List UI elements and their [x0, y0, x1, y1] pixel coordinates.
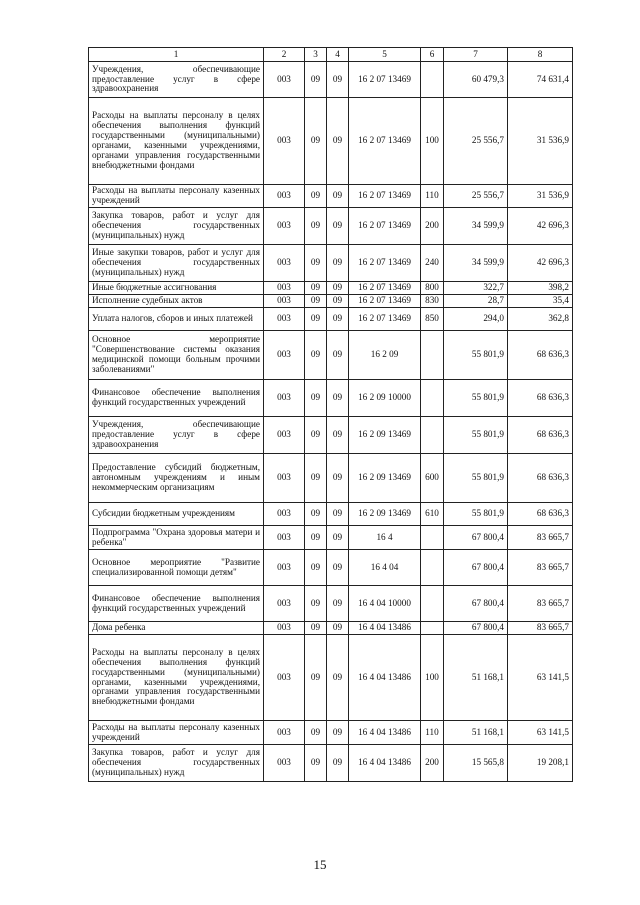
row-code-6: [421, 622, 444, 635]
row-code-6: 100: [421, 98, 444, 185]
row-value-7: 55 801,9: [444, 380, 508, 417]
row-code-3: 09: [305, 526, 327, 550]
row-code-4: 09: [327, 526, 349, 550]
row-value-8: 68 636,3: [508, 417, 573, 454]
row-code-4: 09: [327, 245, 349, 282]
row-value-8: 83 665,7: [508, 550, 573, 586]
header-cell: 1: [89, 48, 264, 62]
row-code-2: 003: [264, 622, 305, 635]
row-value-7: 25 556,7: [444, 185, 508, 208]
row-code-3: 09: [305, 62, 327, 98]
table-row: [89, 635, 573, 721]
row-code-4: 09: [327, 380, 349, 417]
row-code-5: 16 4 04 10000: [349, 586, 421, 622]
row-value-8: 35,4: [508, 295, 573, 308]
row-code-6: 830: [421, 295, 444, 308]
row-code-2: 003: [264, 586, 305, 622]
row-code-5: 16 2 07 13469: [349, 62, 421, 98]
row-value-7: 60 479,3: [444, 62, 508, 98]
page-number: 15: [313, 857, 327, 872]
table-row: [89, 380, 573, 417]
row-code-5: 16 2 07 13469: [349, 282, 421, 295]
table-row: [89, 526, 573, 550]
row-value-7: 322,7: [444, 282, 508, 295]
row-code-4: 09: [327, 98, 349, 185]
row-code-6: 240: [421, 245, 444, 282]
row-code-2: 003: [264, 308, 305, 331]
row-code-4: 09: [327, 503, 349, 526]
row-code-2: 003: [264, 98, 305, 185]
row-name: Расходы на выплаты персоналу в целях обеспечения выполнения функций государственными (муниципальными) органами, казенными учреждениями, органами управления государственными внебюджетными фондами: [89, 635, 264, 721]
header-cell: 3: [305, 48, 327, 62]
row-code-4: 09: [327, 417, 349, 454]
table-row: [89, 282, 573, 295]
row-value-7: 15 565,8: [444, 745, 508, 782]
row-code-2: 003: [264, 282, 305, 295]
row-name: Финансовое обеспечение выполнения функций государственных учреждений: [89, 380, 264, 417]
row-name: Учреждения, обеспечивающие предоставление услуг в сфере здравоохранения: [89, 62, 264, 98]
row-code-5: 16 2 07 13469: [349, 295, 421, 308]
row-code-3: 09: [305, 586, 327, 622]
row-code-6: 110: [421, 185, 444, 208]
table-row: [89, 745, 573, 782]
row-code-4: 09: [327, 454, 349, 503]
row-name: Исполнение судебных актов: [89, 295, 264, 308]
row-code-4: 09: [327, 586, 349, 622]
row-code-4: 09: [327, 745, 349, 782]
row-value-7: 34 599,9: [444, 245, 508, 282]
row-name: Финансовое обеспечение выполнения функций государственных учреждений: [89, 586, 264, 622]
row-code-2: 003: [264, 380, 305, 417]
row-code-4: 09: [327, 721, 349, 745]
row-code-2: 003: [264, 185, 305, 208]
row-name: Учреждения, обеспечивающие предоставление услуг в сфере здравоохранения: [89, 417, 264, 454]
row-code-6: 110: [421, 721, 444, 745]
table-row: [89, 208, 573, 245]
row-code-5: 16 2 07 13469: [349, 208, 421, 245]
table-row: [89, 721, 573, 745]
row-code-5: 16 2 09 10000: [349, 380, 421, 417]
row-code-5: 16 4 04: [349, 550, 421, 586]
row-code-3: 09: [305, 550, 327, 586]
row-code-5: 16 4 04 13486: [349, 622, 421, 635]
row-code-6: 200: [421, 208, 444, 245]
table-row: [89, 454, 573, 503]
row-code-4: 09: [327, 295, 349, 308]
row-name: Закупка товаров, работ и услуг для обеспечения государственных (муниципальных) нужд: [89, 745, 264, 782]
table-row: [89, 295, 573, 308]
row-name: Иные закупки товаров, работ и услуг для обеспечения государственных (муниципальных) нужд: [89, 245, 264, 282]
row-code-5: 16 4 04 13486: [349, 745, 421, 782]
row-code-2: 003: [264, 721, 305, 745]
row-value-8: 31 536,9: [508, 98, 573, 185]
row-code-6: [421, 62, 444, 98]
row-value-8: 68 636,3: [508, 454, 573, 503]
row-value-8: 63 141,5: [508, 721, 573, 745]
row-name: Субсидии бюджетным учреждениям: [89, 503, 264, 526]
row-name: Расходы на выплаты персоналу в целях обеспечения выполнения функций государственными (муниципальными) органами, казенными учреждениями, органами управления государственными внебюджетными фондами: [89, 98, 264, 185]
row-code-3: 09: [305, 98, 327, 185]
row-code-5: 16 2 07 13469: [349, 245, 421, 282]
header-row: [89, 48, 573, 62]
row-code-5: 16 2 07 13469: [349, 98, 421, 185]
row-code-4: 09: [327, 550, 349, 586]
row-code-3: 09: [305, 295, 327, 308]
row-name: Закупка товаров, работ и услуг для обеспечения государственных (муниципальных) нужд: [89, 208, 264, 245]
row-value-7: 67 800,4: [444, 622, 508, 635]
header-cell: 5: [349, 48, 421, 62]
table-row: [89, 62, 573, 98]
row-value-8: 68 636,3: [508, 503, 573, 526]
row-value-7: 67 800,4: [444, 526, 508, 550]
row-name: Расходы на выплаты персоналу казенных учреждений: [89, 721, 264, 745]
row-code-2: 003: [264, 526, 305, 550]
row-code-5: 16 2 09 13469: [349, 503, 421, 526]
row-code-6: 600: [421, 454, 444, 503]
row-code-2: 003: [264, 208, 305, 245]
row-code-6: [421, 331, 444, 380]
row-code-4: 09: [327, 622, 349, 635]
row-value-8: 31 536,9: [508, 185, 573, 208]
header-cell: 7: [444, 48, 508, 62]
row-value-8: 42 696,3: [508, 208, 573, 245]
row-code-4: 09: [327, 62, 349, 98]
row-code-6: 200: [421, 745, 444, 782]
row-code-3: 09: [305, 417, 327, 454]
row-name: Предоставление субсидий бюджетным, автономным учреждениям и иным некоммерческим организациям: [89, 454, 264, 503]
table-row: [89, 417, 573, 454]
row-value-8: 83 665,7: [508, 622, 573, 635]
row-code-5: 16 4 04 13486: [349, 721, 421, 745]
row-name: Дома ребенка: [89, 622, 264, 635]
row-code-2: 003: [264, 503, 305, 526]
row-code-3: 09: [305, 721, 327, 745]
row-value-7: 51 168,1: [444, 721, 508, 745]
row-code-6: [421, 586, 444, 622]
row-code-2: 003: [264, 550, 305, 586]
row-value-8: 83 665,7: [508, 526, 573, 550]
row-code-4: 09: [327, 331, 349, 380]
row-code-5: 16 4 04 13486: [349, 635, 421, 721]
row-value-7: 55 801,9: [444, 503, 508, 526]
row-code-5: 16 2 09: [349, 331, 421, 380]
table-row: [89, 245, 573, 282]
row-code-3: 09: [305, 308, 327, 331]
row-code-2: 003: [264, 454, 305, 503]
row-name: Основное мероприятие "Развитие специализированной помощи детям": [89, 550, 264, 586]
row-value-8: 63 141,5: [508, 635, 573, 721]
row-code-6: [421, 550, 444, 586]
row-value-7: 28,7: [444, 295, 508, 308]
row-code-6: [421, 380, 444, 417]
row-value-8: 19 208,1: [508, 745, 573, 782]
table-row: [89, 308, 573, 331]
row-value-8: 68 636,3: [508, 331, 573, 380]
row-code-5: 16 4: [349, 526, 421, 550]
row-code-5: 16 2 09 13469: [349, 454, 421, 503]
row-value-7: 67 800,4: [444, 586, 508, 622]
row-name: Уплата налогов, сборов и иных платежей: [89, 308, 264, 331]
row-code-6: 100: [421, 635, 444, 721]
header-cell: 2: [264, 48, 305, 62]
row-value-7: 55 801,9: [444, 454, 508, 503]
row-value-8: 398,2: [508, 282, 573, 295]
row-value-8: 42 696,3: [508, 245, 573, 282]
row-code-3: 09: [305, 622, 327, 635]
row-value-7: 294,0: [444, 308, 508, 331]
row-name: Подпрограмма "Охрана здоровья матери и ребенка": [89, 526, 264, 550]
row-value-7: 55 801,9: [444, 417, 508, 454]
row-code-4: 09: [327, 208, 349, 245]
table-row: [89, 185, 573, 208]
row-code-3: 09: [305, 185, 327, 208]
row-value-8: 74 631,4: [508, 62, 573, 98]
table-row: [89, 98, 573, 185]
row-code-2: 003: [264, 635, 305, 721]
row-value-7: 25 556,7: [444, 98, 508, 185]
table-row: [89, 622, 573, 635]
row-code-4: 09: [327, 185, 349, 208]
row-code-5: 16 2 09 13469: [349, 417, 421, 454]
row-value-7: 55 801,9: [444, 331, 508, 380]
row-code-3: 09: [305, 635, 327, 721]
header-cell: 4: [327, 48, 349, 62]
row-code-3: 09: [305, 282, 327, 295]
row-code-2: 003: [264, 331, 305, 380]
row-code-6: 850: [421, 308, 444, 331]
row-code-3: 09: [305, 745, 327, 782]
row-code-2: 003: [264, 295, 305, 308]
row-code-6: [421, 526, 444, 550]
row-code-6: 610: [421, 503, 444, 526]
row-code-5: 16 2 07 13469: [349, 308, 421, 331]
row-value-8: 83 665,7: [508, 586, 573, 622]
budget-table: [88, 47, 573, 782]
row-code-4: 09: [327, 308, 349, 331]
header-cell: 8: [508, 48, 573, 62]
row-code-2: 003: [264, 62, 305, 98]
table-row: [89, 550, 573, 586]
row-code-5: 16 2 07 13469: [349, 185, 421, 208]
row-value-7: 51 168,1: [444, 635, 508, 721]
row-name: Расходы на выплаты персоналу казенных учреждений: [89, 185, 264, 208]
row-code-3: 09: [305, 245, 327, 282]
row-code-2: 003: [264, 417, 305, 454]
row-value-8: 68 636,3: [508, 380, 573, 417]
row-value-7: 67 800,4: [444, 550, 508, 586]
row-code-6: [421, 417, 444, 454]
row-code-3: 09: [305, 331, 327, 380]
row-code-2: 003: [264, 245, 305, 282]
row-code-3: 09: [305, 454, 327, 503]
row-code-3: 09: [305, 208, 327, 245]
row-code-3: 09: [305, 503, 327, 526]
row-name: Иные бюджетные ассигнования: [89, 282, 264, 295]
table-row: [89, 586, 573, 622]
table-row: [89, 331, 573, 380]
row-value-7: 34 599,9: [444, 208, 508, 245]
row-code-3: 09: [305, 380, 327, 417]
row-name: Основное мероприятие "Совершенствование системы оказания медицинской помощи больным прочими заболеваниями": [89, 331, 264, 380]
row-code-4: 09: [327, 635, 349, 721]
header-cell: 6: [421, 48, 444, 62]
row-value-8: 362,8: [508, 308, 573, 331]
row-code-4: 09: [327, 282, 349, 295]
table-row: [89, 503, 573, 526]
row-code-2: 003: [264, 745, 305, 782]
row-code-6: 800: [421, 282, 444, 295]
